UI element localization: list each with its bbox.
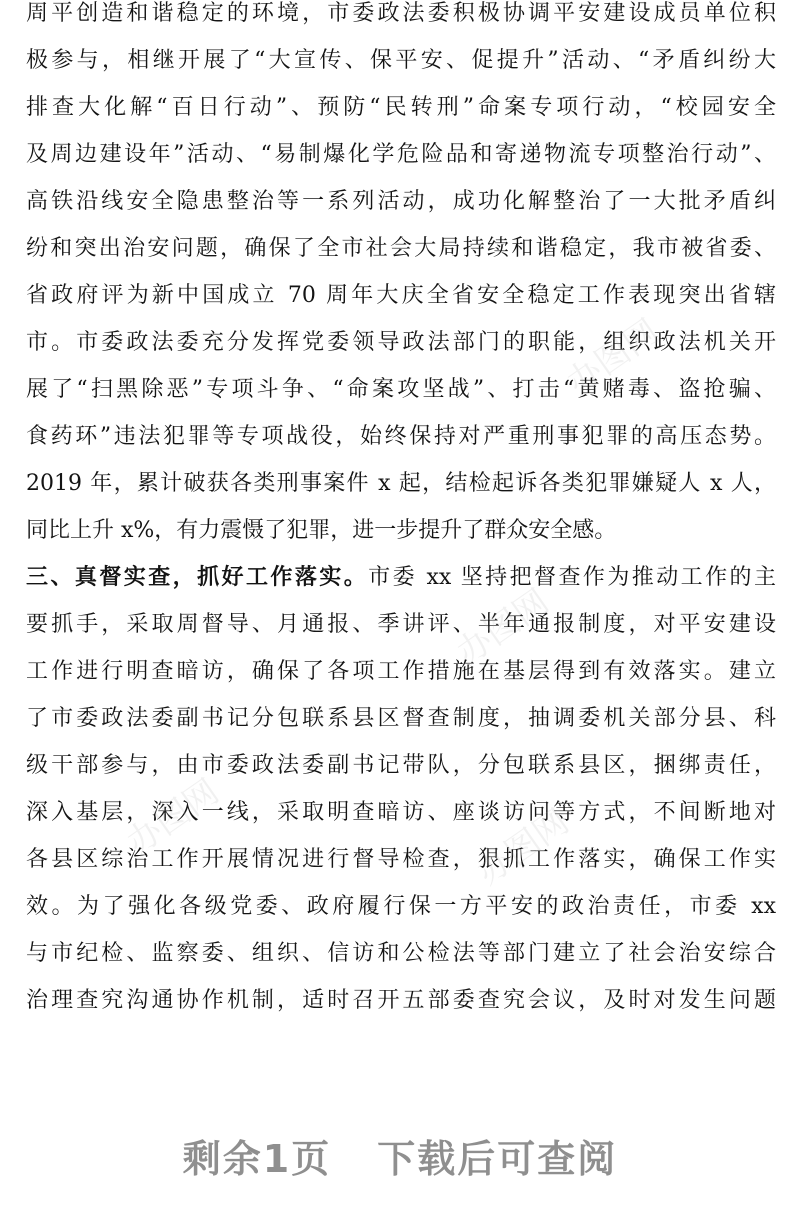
- text-line: 周平创造和谐稳定的环境，市委政法委积极协调平安建设成员单位积: [26, 1, 776, 26]
- text-line: 食药环”违法犯罪等专项战役，始终保持对严重刑事犯罪的高压态势。: [26, 424, 776, 449]
- download-hint-text: 下载后可查阅: [377, 1137, 618, 1181]
- text-line: 级干部参与，由市委政法委副书记带队，分包联系县区，捆绑责任，: [26, 753, 776, 778]
- watermark-logo: 办图网: [119, 771, 227, 864]
- remaining-pages-text: 剩余1页: [182, 1137, 332, 1181]
- text-line: 工作进行明查暗访，确保了各项工作措施在基层得到有效落实。建立: [26, 659, 776, 684]
- text-line: 各县区综治工作开展情况进行督导检查，狠抓工作落实，确保工作实: [26, 847, 776, 872]
- section-heading-line: [26, 554, 776, 601]
- text-line: 及周边建设年”活动、“易制爆化学危险品和寄递物流专项整治行动”、: [26, 142, 776, 167]
- text-line: 2019 年，累计破获各类刑事案件 x 起，结检起诉各类犯罪嫌疑人 x 人，: [26, 471, 776, 496]
- text-line: 市。市委政法委充分发挥党委领导政法部门的职能，组织政法机关开: [26, 330, 776, 355]
- text-line: 与市纪检、监察委、组织、信访和公检法等部门建立了社会治安综合: [26, 941, 776, 966]
- text-line: 展了“扫黑除恶”专项斗争、“命案攻坚战”、打击“黄赌毒、盗抢骗、: [26, 377, 776, 402]
- text-line: 排查大化解“百日行动”、预防“民转刑”命案专项行动，“校园安全: [26, 95, 776, 120]
- text-line: 治理查究沟通协作机制，适时召开五部委查究会议，及时对发生问题: [26, 988, 776, 1013]
- remaining-pages-notice: [0, 1128, 800, 1183]
- text-line: 深入基层，深入一线，采取明查暗访、座谈访问等方式，不间断地对: [26, 800, 776, 825]
- text-line: 效。为了强化各级党委、政府履行保一方平安的政治责任，市委 xx: [26, 894, 776, 919]
- text-line: 了市委政法委副书记分包联系县区督查制度，抽调委机关部分县、科: [26, 706, 776, 731]
- section-heading: 三、真督实查，抓好工作落实。: [26, 565, 369, 590]
- text-line: 纷和突出治安问题，确保了全市社会大局持续和谐稳定，我市被省委、: [26, 236, 776, 261]
- watermark-logo: 办图网: [559, 311, 667, 404]
- text-line: 高铁沿线安全隐患整治等一系列活动，成功化解整治了一大批矛盾纠: [26, 189, 776, 214]
- text-line: 极参与，相继开展了“大宣传、保平安、促提升”活动、“矛盾纠纷大: [26, 48, 776, 73]
- text-line: 同比上升 x%，有力震慑了犯罪，进一步提升了群众安全感。: [26, 518, 617, 543]
- text-line: 省政府评为新中国成立 70 周年大庆全省安全稳定工作表现突出省辖: [26, 283, 776, 308]
- text-line: 市委 xx 坚持把督查作为推动工作的主: [368, 565, 776, 590]
- text-line: 要抓手，采取周督导、月通报、季讲评、半年通报制度，对平安建设: [26, 612, 776, 637]
- watermark-logo: 办图网: [449, 581, 557, 674]
- watermark-logo: 办图网: [469, 801, 577, 894]
